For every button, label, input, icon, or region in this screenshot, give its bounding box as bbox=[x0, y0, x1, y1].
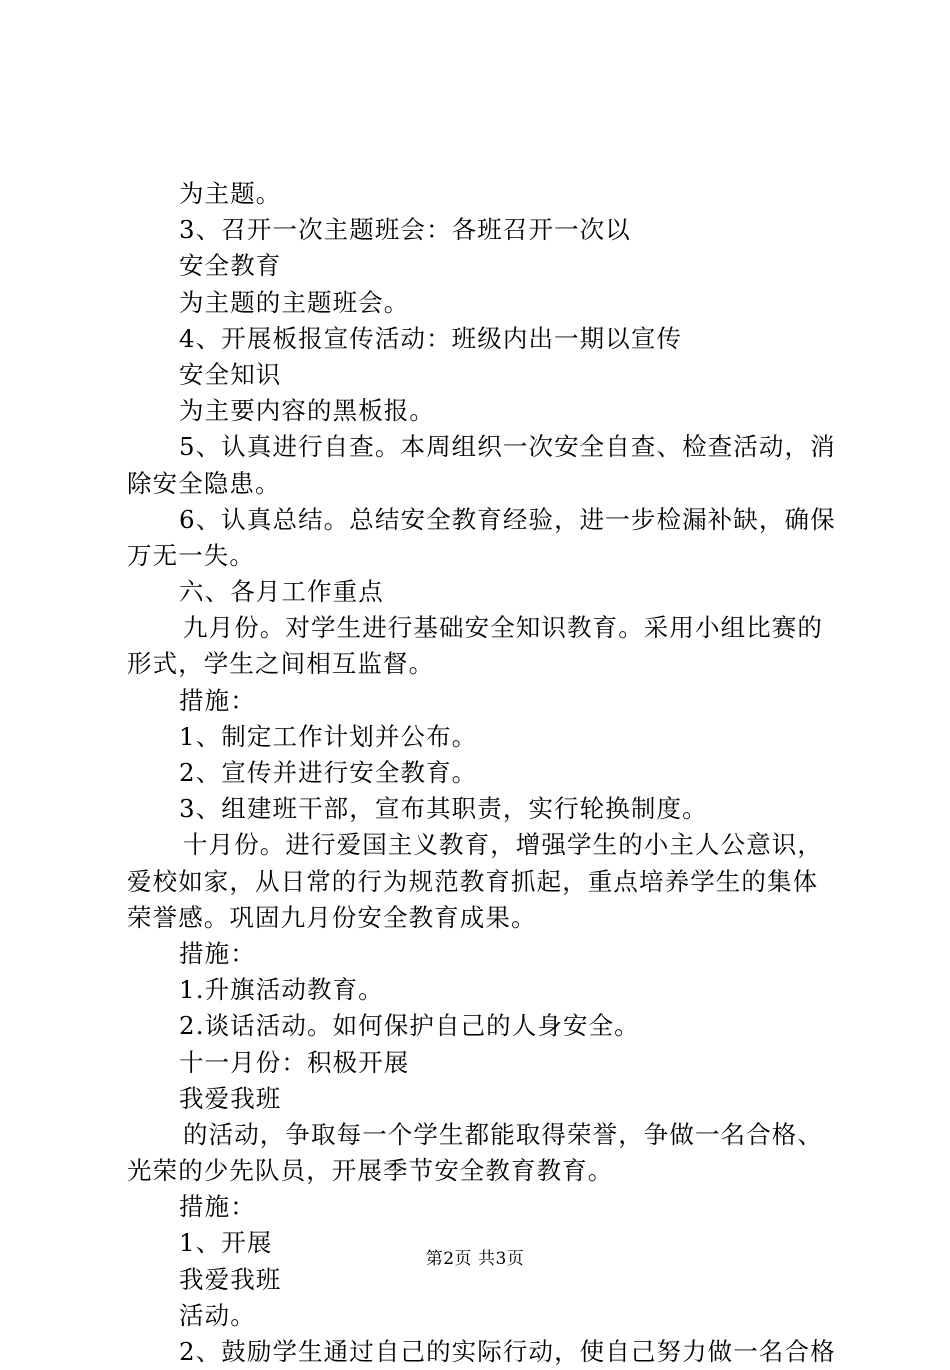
text-line: 我爱我班 bbox=[179, 1083, 282, 1113]
page-footer: 第2页 共3页 bbox=[425, 1249, 525, 1269]
document-body bbox=[127, 176, 836, 1370]
text-line: 4、开展板报宣传活动：班级内出一期以宣传 bbox=[179, 323, 683, 353]
text-line: 六、各月工作重点 bbox=[179, 577, 384, 607]
text-line: 活动。 bbox=[179, 1300, 256, 1330]
text-line: 光荣的少先队员，开展季节安全教育教育。 bbox=[127, 1156, 614, 1186]
text-line: 3、召开一次主题班会：各班召开一次以 bbox=[179, 215, 631, 245]
text-line: 为主要内容的黑板报。 bbox=[179, 396, 435, 426]
text-line: 除安全隐患。 bbox=[127, 468, 281, 498]
text-line: 2.谈话活动。如何保护自己的人身安全。 bbox=[179, 1011, 640, 1041]
text-line: 1、开展 bbox=[179, 1228, 273, 1258]
text-line: 万无一失。 bbox=[127, 540, 255, 570]
text-line: 形式，学生之间相互监督。 bbox=[127, 649, 435, 679]
text-line: 爱校如家，从日常的行为规范教育抓起，重点培养学生的集体 bbox=[127, 866, 819, 896]
text-line: 1、制定工作计划并公布。 bbox=[179, 721, 478, 751]
text-line: 6、认真总结。总结安全教育经验，进一步检漏补缺，确保 bbox=[179, 504, 836, 534]
text-line: 安全教育 bbox=[179, 251, 282, 281]
text-line: 1.升旗活动教育。 bbox=[179, 975, 384, 1005]
text-line: 十月份。进行爱国主义教育，增强学生的小主人公意识， bbox=[183, 830, 823, 860]
text-line: 2、宣传并进行安全教育。 bbox=[179, 758, 478, 787]
text-line: 十一月份：积极开展 bbox=[179, 1047, 410, 1077]
text-line: 的活动，争取每一个学生都能取得荣誉，争做一名合格、 bbox=[183, 1119, 823, 1149]
text-line: 九月份。对学生进行基础安全知识教育。采用小组比赛的 bbox=[183, 613, 823, 643]
text-line: 措施： bbox=[179, 938, 256, 968]
text-line: 措施： bbox=[179, 685, 256, 715]
text-line: 措施： bbox=[179, 1192, 256, 1222]
text-line: 2、鼓励学生通过自己的实际行动，使自己努力做一名合格 bbox=[179, 1337, 836, 1366]
text-line: 我爱我班 bbox=[179, 1264, 282, 1294]
text-line: 安全知识 bbox=[179, 359, 282, 389]
text-line: 3、组建班干部，宣布其职责，实行轮换制度。 bbox=[179, 794, 708, 824]
text-line: 荣誉感。巩固九月份安全教育成果。 bbox=[127, 902, 537, 932]
text-line: 为主题。 bbox=[179, 179, 282, 208]
text-line: 5、认真进行自查。本周组织一次安全自查、检查活动，消 bbox=[179, 432, 836, 462]
text-line: 为主题的主题班会。 bbox=[179, 287, 410, 317]
